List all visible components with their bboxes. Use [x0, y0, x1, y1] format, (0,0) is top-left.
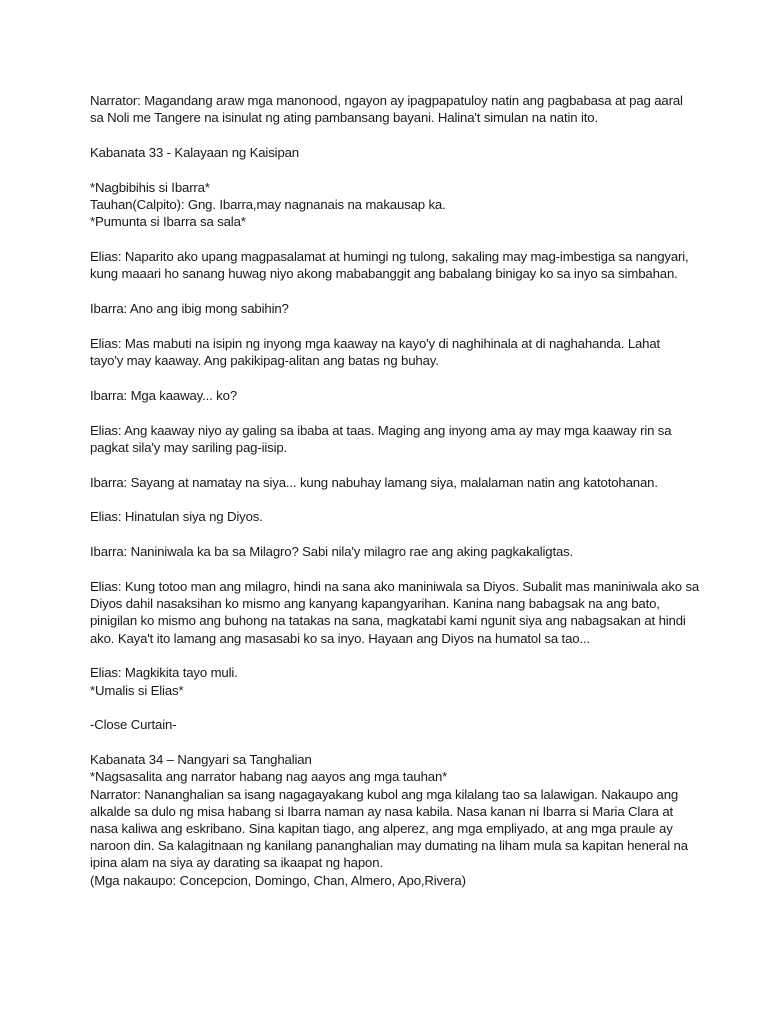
text-line: *Pumunta si Ibarra sa sala* [90, 214, 246, 230]
text-line: Diyos dahil nasaksihan ko mismo ang kanyang kapangyarihan. Kanina nang babagsak na ang bato, [90, 596, 660, 612]
text-line: pagkat sila'y may sariling pag-iisip. [90, 439, 288, 455]
paragraph-elias-2 [90, 335, 710, 369]
paragraph-elias-1 [90, 248, 710, 282]
text-line: sa Noli me Tangere na isinulat ng ating pambansang bayani. Halina't simulan na natin ito. [90, 110, 598, 126]
paragraph-ibarra-1 [90, 300, 710, 317]
text-line: Narrator: Magandang araw mga manonood, ngayon ay ipagpapatuloy natin ang pagbabasa at pag aaral [90, 93, 683, 108]
paragraph-elias-4 [90, 508, 710, 525]
text-line: *Nagbibihis si Ibarra* [90, 179, 210, 195]
text-line: alkalde sa dulo ng misa habang si Ibarra naman ay nasa kabila. Nasa kanan ni Ibarra si Maria Clara at [90, 803, 674, 819]
paragraph-narrator-intro [90, 92, 710, 126]
text-line: Elias: Kung totoo man ang milagro, hindi na sana ako maniniwala sa Diyos. Subalit mas maniniwala ako sa [90, 578, 700, 594]
paragraph-stage-direction [90, 179, 710, 231]
chapter-section-34 [90, 751, 710, 889]
text-line: kung maaari ho sanang huwag niyo akong mababanggit ang babalang binigay ko sa inyo sa simbahan. [90, 266, 678, 282]
text-line: Tauhan(Calpito): Gng. Ibarra,may nagnanais na makausap ka. [90, 197, 446, 212]
text-line: Kabanata 33 - Kalayaan ng Kaisipan [90, 145, 299, 160]
text-line: Elias: Hinatulan siya ng Diyos. [90, 509, 263, 525]
paragraph-ibarra-4 [90, 543, 710, 560]
text-line: Elias: Ang kaaway niyo ay galing sa ibaba at taas. Maging ang inyong ama ay may mga kaaway rin sa [90, 422, 672, 438]
paragraph-close-curtain [90, 716, 710, 733]
paragraph-elias-5 [90, 578, 710, 647]
text-line: -Close Curtain- [90, 717, 177, 733]
text-line: Elias: Naparito ako upang magpasalamat at humingi ng tulong, sakaling may mag-imbestiga sa nangyari, [90, 249, 689, 264]
document-page [90, 92, 710, 906]
text-line: Ibarra: Mga kaaway... ko? [90, 387, 237, 403]
paragraph-ibarra-3 [90, 474, 710, 491]
text-line: tayo'y may kaaway. Ang pakikipag-alitan ang batas ng buhay. [90, 353, 439, 368]
paragraph-elias-6 [90, 664, 710, 698]
paragraph-elias-3 [90, 422, 710, 456]
text-line: Elias: Mas mabuti na isipin ng inyong mga kaaway na kayo'y di naghihinala at di naghahanda. Lahat [90, 335, 661, 351]
text-line: Ibarra: Ano ang ibig mong sabihin? [90, 301, 289, 316]
text-line: ipina alam na siya ay darating sa ikaapat ng hapon. [90, 855, 383, 871]
text-line: naroon din. Sa kalagitnaan ng kanilang pananghalian may dumating na liham mula sa kapitan heneral na [90, 838, 688, 854]
text-line: *Umalis si Elias* [90, 682, 184, 698]
text-line: pinigilan ko mismo ang buhong na tatakas na sana, magkatabi kami ngunit siya ang nabagsakan at hindi [90, 613, 686, 629]
chapter-heading-34: Kabanata 34 – Nangyari sa Tanghalian [90, 752, 312, 768]
text-line: Narrator: Nananghalian sa isang nagagayakang kubol ang mga kilalang tao sa lalawigan. Nakaupo ang [90, 786, 679, 802]
text-line: ako. Kaya't ito lamang ang masasabi ko sa inyo. Hayaan ang Diyos na humatol sa tao... [90, 630, 590, 646]
text-line: *Nagsasalita ang narrator habang nag aayos ang mga tauhan* [90, 769, 448, 785]
paragraph-ibarra-2 [90, 387, 710, 404]
chapter-heading-33 [90, 144, 710, 161]
text-line: nasa kaliwa ang eskribano. Sina kapitan tiago, ang alperez, ang mga empliyado, at ang mga praule ay [90, 821, 673, 836]
text-line: Elias: Magkikita tayo muli. [90, 665, 238, 681]
text-line: Ibarra: Sayang at namatay na siya... kung nabuhay lamang siya, malalaman natin ang katotohanan. [90, 474, 658, 490]
text-line: (Mga nakaupo: Concepcion, Domingo, Chan, Almero, Apo,Rivera) [90, 872, 466, 888]
text-line: Ibarra: Naniniwala ka ba sa Milagro? Sabi nila'y milagro rae ang aking pagkakaligtas. [90, 544, 574, 560]
